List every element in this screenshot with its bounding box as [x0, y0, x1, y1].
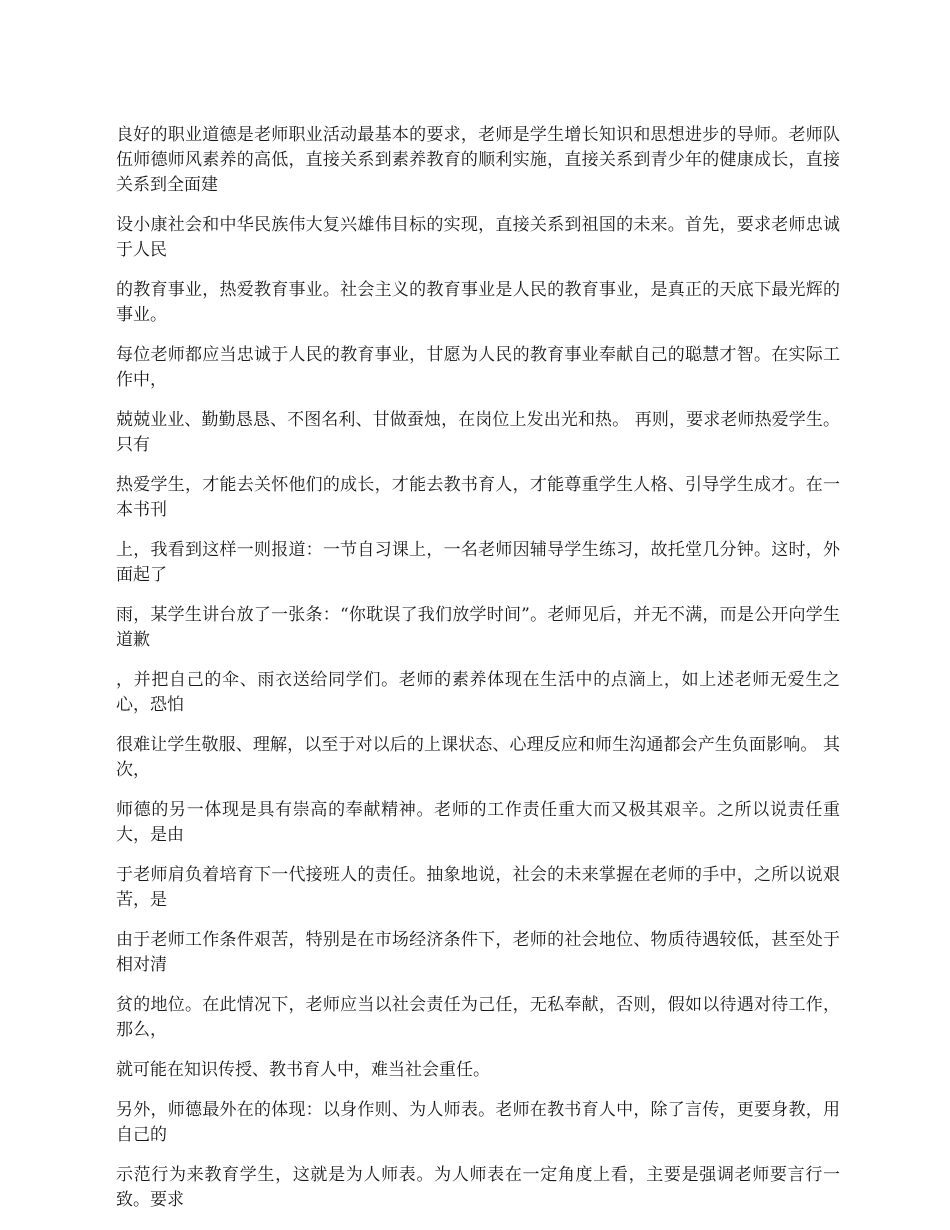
paragraph: 贫的地位。在此情况下，老师应当以社会责任为己任，无私奉献，否则，假如以待遇对待工作，那么，	[116, 995, 840, 1040]
paragraph: 很难让学生敬服、理解，以至于对以后的上课状态、心理反应和师生沟通都会产生负面影响。 其次，	[116, 735, 840, 780]
paragraph: 兢兢业业、勤勤恳恳、不图名利、甘做蚕烛，在岗位上发出光和热。 再则，要求老师热爱学生。只有	[116, 410, 840, 455]
paragraph: 另外，师德最外在的体现：以身作则、为人师表。老师在教书育人中，除了言传，更要身教，用自己的	[116, 1100, 840, 1145]
paragraph: 由于老师工作条件艰苦，特别是在市场经济条件下，老师的社会地位、物质待遇较低，甚至处于相对清	[116, 930, 840, 975]
paragraph: 上，我看到这样一则报道：一节自习课上，一名老师因辅导学生练习，故托堂几分钟。这时，外面起了	[116, 540, 840, 585]
paragraph: ，并把自己的伞、雨衣送给同学们。老师的素养体现在生活中的点滴上，如上述老师无爱生之心，恐怕	[116, 670, 840, 715]
paragraph: 就可能在知识传授、教书育人中，难当社会重任。	[116, 1060, 490, 1080]
paragraph: 示范行为来教育学生，这就是为人师表。为人师表在一定角度上看，主要是强调老师要言行一致。要求	[116, 1165, 840, 1210]
document-body	[116, 123, 840, 1228]
paragraph: 设小康社会和中华民族伟大复兴雄伟目标的实现，直接关系到祖国的未来。首先，要求老师忠诚于人民	[116, 215, 840, 260]
paragraph: 师德的另一体现是具有崇高的奉献精神。老师的工作责任重大而又极其艰辛。之所以说责任重大，是由	[116, 800, 840, 845]
paragraph: 于老师肩负着培育下一代接班人的责任。抽象地说，社会的未来掌握在老师的手中，之所以说艰苦，是	[116, 865, 840, 910]
paragraph: 的教育事业，热爱教育事业。社会主义的教育事业是人民的教育事业，是真正的天底下最光辉的事业。	[116, 280, 840, 325]
paragraph: 雨，某学生讲台放了一张条：“你耽误了我们放学时间”。老师见后，并无不满，而是公开向学生道歉	[116, 605, 840, 650]
paragraph: 热爱学生，才能去关怀他们的成长，才能去教书育人，才能尊重学生人格、引导学生成才。在一本书刊	[116, 475, 840, 520]
paragraph: 每位老师都应当忠诚于人民的教育事业，甘愿为人民的教育事业奉献自己的聪慧才智。在实际工作中，	[116, 345, 840, 390]
paragraph: 良好的职业道德是老师职业活动最基本的要求，老师是学生增长知识和思想进步的导师。老师队伍师德师风素养的高低，直接关系到素养教育的顺利实施，直接关系到青少年的健康成长，直接关系到全面建	[116, 125, 840, 195]
